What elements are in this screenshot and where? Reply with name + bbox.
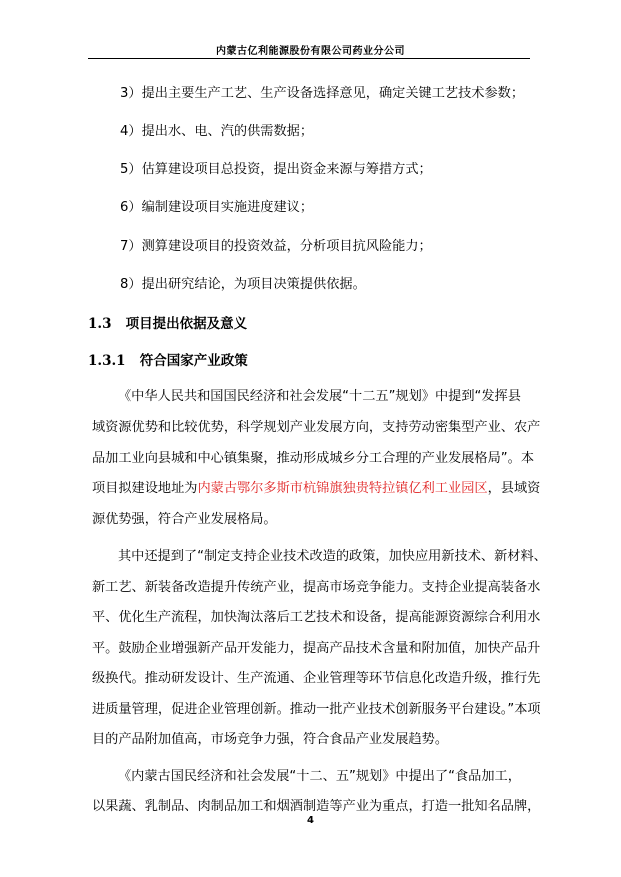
list-item-8: 8）提出研究结论，为项目决策提供依据。 <box>120 277 366 292</box>
paragraph-2-line: 平、优化生产流程，加快淘汰落后工艺技术和设备，提高能源资源综合利用水 <box>92 610 541 625</box>
subsection-number: 1.3.1 <box>88 353 126 369</box>
section-heading <box>88 312 247 332</box>
section-number: 1.3 <box>88 316 112 332</box>
subsection-title: 符合国家产业政策 <box>139 353 248 369</box>
paragraph-2-line: 级换代。推动研发设计、生产流通、企业管理等环节信息化改造升级，推行先 <box>92 671 541 686</box>
paragraph-3-line: 《内蒙古国民经济和社会发展“十二、五”规划》中提出了“食品加工， <box>118 769 521 784</box>
paragraph-2-line: 其中还提到了“制定支持企业技术改造的政策，加快应用新技术、新材料、 <box>118 549 547 564</box>
paragraph-2-line: 目的产品附加值高，市场竞争力强，符合食品产业发展趋势。 <box>92 732 449 747</box>
paragraph-3-line: 以果蔬、乳制品、肉制品加工和烟酒制造等产业为重点，打造一批知名品牌， <box>92 799 541 814</box>
paragraph-2-line: 进质量管理，促进企业管理创新。推动一批产业技术创新服务平台建设。”本项 <box>92 702 541 717</box>
list-item-3: 3）提出主要生产工艺、生产设备选择意见，确定关键工艺技术参数； <box>120 86 525 101</box>
paragraph-1-line-1: 《中华人民共和国国民经济和社会发展“十二五”规划》中提到“发挥县 <box>118 389 521 404</box>
section-title: 项目提出依据及意义 <box>125 316 248 332</box>
subsection-heading <box>88 349 248 369</box>
list-item-6: 6）编制建设项目实施进度建议； <box>120 200 314 215</box>
paragraph-1-line-4 <box>92 477 540 496</box>
list-item-5: 5）估算建设项目总投资，提出资金来源与筹措方式； <box>120 162 432 177</box>
line-4-suffix: ，县域资 <box>487 481 541 496</box>
paragraph-2-line: 平。鼓励企业增强新产品开发能力，提高产品技术含量和附加值，加快产品升 <box>92 641 541 656</box>
line-4-prefix: 项目拟建设地址为 <box>92 481 198 496</box>
header-divider <box>88 58 530 59</box>
paragraph-1-line-2: 域资源优势和比较优势，科学规划产业发展方向，支持劳动密集型产业、农产 <box>92 420 541 435</box>
project-location: 内蒙古鄂尔多斯市杭锦旗独贵特拉镇亿利工业园区 <box>197 481 488 496</box>
paragraph-2-line: 新工艺、新装备改造提升传统产业，提高市场竞争能力。支持企业提高装备水 <box>92 580 541 595</box>
paragraph-1-line-5: 源优势强，符合产业发展格局。 <box>92 512 277 527</box>
page-header-title: 内蒙古亿利能源股份有限公司药业分公司 <box>216 46 405 57</box>
paragraph-1-line-3: 品加工业向县城和中心镇集聚，推动形成城乡分工合理的产业发展格局”。本 <box>92 451 535 466</box>
list-item-4: 4）提出水、电、汽的供需数据； <box>120 124 314 139</box>
page-number: 4 <box>307 815 314 826</box>
list-item-7: 7）测算建设项目的投资效益，分析项目抗风险能力； <box>120 239 432 254</box>
